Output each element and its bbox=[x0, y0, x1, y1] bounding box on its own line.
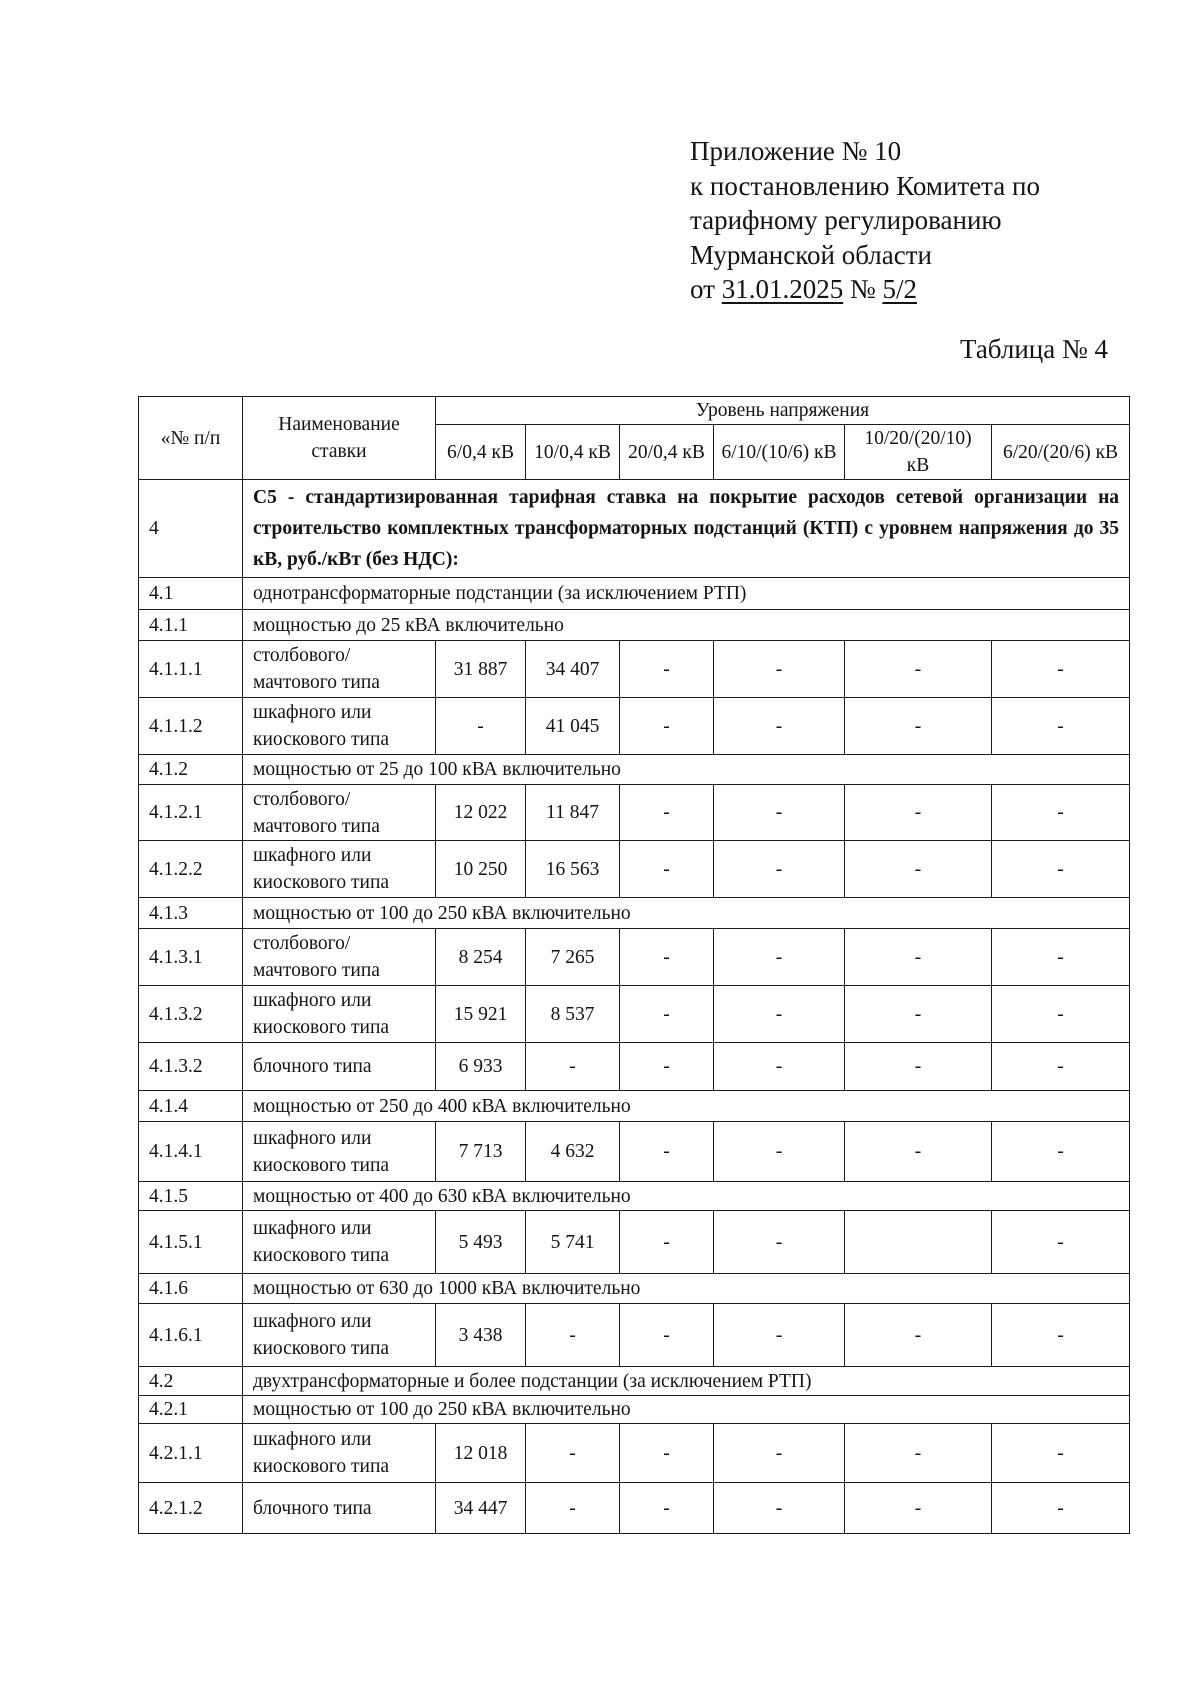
rate-value: 8 254 bbox=[436, 929, 526, 986]
col-header-voltage: 6/20/(20/6) кВ bbox=[992, 425, 1130, 480]
row-num: 4.1 bbox=[139, 578, 243, 610]
subsection-title: мощностью до 25 кВА включительно bbox=[243, 610, 1130, 641]
table-row bbox=[139, 841, 1130, 898]
rate-value: - bbox=[992, 698, 1130, 755]
rate-value: 41 045 bbox=[526, 698, 620, 755]
rate-value: - bbox=[526, 1304, 620, 1367]
header-line: Мурманской области bbox=[690, 239, 932, 270]
appendix-header bbox=[690, 134, 1040, 307]
subsection-title: мощностью от 400 до 630 кВА включительно bbox=[243, 1182, 1130, 1211]
table-row bbox=[139, 1424, 1130, 1483]
row-num: 4.1.2.2 bbox=[139, 841, 243, 898]
rate-value: 7 265 bbox=[526, 929, 620, 986]
rate-value: - bbox=[620, 698, 714, 755]
table-row bbox=[139, 698, 1130, 755]
subsection-title: мощностью от 100 до 250 кВА включительно bbox=[243, 898, 1130, 929]
rate-type-name: блочного типа bbox=[243, 1043, 436, 1091]
rate-value: - bbox=[620, 986, 714, 1043]
rate-value: - bbox=[845, 698, 992, 755]
rate-value: - bbox=[992, 841, 1130, 898]
row-num: 4.1.1.1 bbox=[139, 641, 243, 698]
rate-value: - bbox=[620, 1122, 714, 1182]
rate-value: - bbox=[714, 1483, 845, 1534]
rate-value: - bbox=[714, 1424, 845, 1483]
rate-value: 3 438 bbox=[436, 1304, 526, 1367]
row-num: 4.1.2 bbox=[139, 755, 243, 785]
rate-value: - bbox=[620, 1483, 714, 1534]
table-body bbox=[139, 397, 1130, 1534]
rate-value: 11 847 bbox=[526, 785, 620, 841]
rate-value: - bbox=[620, 1424, 714, 1483]
rate-value: - bbox=[845, 1122, 992, 1182]
col-header-voltage: 6/10/(10/6) кВ bbox=[714, 425, 845, 480]
table-row bbox=[139, 1043, 1130, 1091]
row-num: 4.1.1.2 bbox=[139, 698, 243, 755]
rate-value: - bbox=[526, 1424, 620, 1483]
row-num: 4.1.3 bbox=[139, 898, 243, 929]
rate-value: - bbox=[620, 1043, 714, 1091]
row-num: 4.1.6 bbox=[139, 1274, 243, 1304]
rate-value: - bbox=[714, 698, 845, 755]
rate-value: - bbox=[714, 1304, 845, 1367]
table-row bbox=[139, 929, 1130, 986]
rate-type-name: шкафного или киоскового типа bbox=[243, 698, 436, 755]
rate-value bbox=[845, 1211, 992, 1274]
table-row bbox=[139, 1211, 1130, 1274]
rate-value: 6 933 bbox=[436, 1043, 526, 1091]
subsection-row bbox=[139, 1396, 1130, 1424]
rate-type-name: шкафного или киоскового типа bbox=[243, 841, 436, 898]
rate-value: - bbox=[992, 1424, 1130, 1483]
table-header-row bbox=[139, 397, 1130, 425]
subsection-title: однотрансформаторные подстанции (за исключением РТП) bbox=[243, 578, 1130, 610]
rate-value: - bbox=[845, 641, 992, 698]
row-num: 4.1.1 bbox=[139, 610, 243, 641]
col-header-voltage: 10/0,4 кВ bbox=[526, 425, 620, 480]
subsection-row bbox=[139, 610, 1130, 641]
rate-value: - bbox=[845, 1304, 992, 1367]
rate-value: - bbox=[714, 986, 845, 1043]
decree-number: 5/2 bbox=[882, 274, 917, 304]
subsection-title: двухтрансформаторные и более подстанции (за исключением РТП) bbox=[243, 1367, 1130, 1396]
row-num: 4.1.4.1 bbox=[139, 1122, 243, 1182]
row-num: 4.2.1.1 bbox=[139, 1424, 243, 1483]
rate-type-name: шкафного или киоскового типа bbox=[243, 1424, 436, 1483]
subsection-title: мощностью от 250 до 400 кВА включительно bbox=[243, 1091, 1130, 1122]
table-number-label: Таблица № 4 bbox=[960, 334, 1108, 364]
rate-value: - bbox=[992, 641, 1130, 698]
table-row bbox=[139, 785, 1130, 841]
rate-type-name: шкафного или киоскового типа bbox=[243, 986, 436, 1043]
table-row bbox=[139, 1304, 1130, 1367]
row-num: 4.1.5.1 bbox=[139, 1211, 243, 1274]
rate-value: - bbox=[845, 785, 992, 841]
subsection-title: мощностью от 630 до 1000 кВА включительно bbox=[243, 1274, 1130, 1304]
subsection-title: мощностью от 100 до 250 кВА включительно bbox=[243, 1396, 1130, 1424]
rate-value: - bbox=[620, 1211, 714, 1274]
rate-type-name: шкафного или киоскового типа bbox=[243, 1122, 436, 1182]
section-description: С5 - стандартизированная тарифная ставка на покрытие расходов сетевой организации на строительство комплектных трансформаторных подстанций (КТП) с уровнем напряжения до 35 кВ, руб./кВт (без НДС): bbox=[243, 480, 1130, 578]
rate-value: - bbox=[992, 1304, 1130, 1367]
rate-value: 34 407 bbox=[526, 641, 620, 698]
rate-value: - bbox=[714, 841, 845, 898]
rate-type-name: шкафного или киоскового типа bbox=[243, 1304, 436, 1367]
rate-value: 5 741 bbox=[526, 1211, 620, 1274]
rate-value: - bbox=[992, 929, 1130, 986]
rate-type-name: блочного типа bbox=[243, 1483, 436, 1534]
col-header-voltage: 20/0,4 кВ bbox=[620, 425, 714, 480]
rate-value: - bbox=[714, 1043, 845, 1091]
rate-value: 12 018 bbox=[436, 1424, 526, 1483]
header-date-line bbox=[690, 272, 1040, 307]
rate-value: 5 493 bbox=[436, 1211, 526, 1274]
rate-value: 16 563 bbox=[526, 841, 620, 898]
rate-value: 10 250 bbox=[436, 841, 526, 898]
table-row bbox=[139, 641, 1130, 698]
date-prefix: от bbox=[690, 274, 715, 304]
rate-value: - bbox=[620, 1304, 714, 1367]
rate-value: 12 022 bbox=[436, 785, 526, 841]
tariff-rates-table bbox=[138, 396, 1130, 1534]
col-header-num: «№ п/п bbox=[139, 397, 243, 480]
col-header-voltage: 6/0,4 кВ bbox=[436, 425, 526, 480]
rate-type-name: столбового/ мачтового типа bbox=[243, 929, 436, 986]
rate-value: 34 447 bbox=[436, 1483, 526, 1534]
rate-type-name: столбового/ мачтового типа bbox=[243, 785, 436, 841]
header-line: тарифному регулированию bbox=[690, 205, 1002, 235]
header-line: к постановлению Комитета по bbox=[690, 170, 1040, 201]
col-header-voltage-group: Уровень напряжения bbox=[436, 397, 1130, 425]
row-num: 4.1.4 bbox=[139, 1091, 243, 1122]
rate-value: 15 921 bbox=[436, 986, 526, 1043]
rate-value: 8 537 bbox=[526, 986, 620, 1043]
col-header-voltage: 10/20/(20/10) кВ bbox=[845, 425, 992, 480]
subsection-title: мощностью от 25 до 100 кВА включительно bbox=[243, 755, 1130, 785]
number-prefix: № bbox=[849, 274, 876, 304]
table-row bbox=[139, 986, 1130, 1043]
rate-value: - bbox=[526, 1043, 620, 1091]
header-line: Приложение № 10 bbox=[690, 136, 902, 166]
row-num: 4.1.3.1 bbox=[139, 929, 243, 986]
rate-value: - bbox=[714, 641, 845, 698]
row-num: 4.1.5 bbox=[139, 1182, 243, 1211]
rate-value: - bbox=[620, 641, 714, 698]
rate-value: 31 887 bbox=[436, 641, 526, 698]
row-num: 4.2.1 bbox=[139, 1396, 243, 1424]
rate-value: - bbox=[992, 986, 1130, 1043]
rate-value: - bbox=[992, 1483, 1130, 1534]
rate-value: - bbox=[714, 1122, 845, 1182]
rate-value: - bbox=[992, 1211, 1130, 1274]
rate-value: - bbox=[845, 1424, 992, 1483]
row-num: 4.1.3.2 bbox=[139, 986, 243, 1043]
row-num: 4.1.3.2 bbox=[139, 1043, 243, 1091]
rate-value: 7 713 bbox=[436, 1122, 526, 1182]
row-num: 4.2 bbox=[139, 1367, 243, 1396]
row-num: 4.1.2.1 bbox=[139, 785, 243, 841]
rate-value: - bbox=[992, 785, 1130, 841]
rate-value: - bbox=[620, 841, 714, 898]
table-row bbox=[139, 1122, 1130, 1182]
subsection-row bbox=[139, 1367, 1130, 1396]
row-num: 4.1.6.1 bbox=[139, 1304, 243, 1367]
rate-value: - bbox=[436, 698, 526, 755]
rate-value: - bbox=[526, 1483, 620, 1534]
rate-value: 4 632 bbox=[526, 1122, 620, 1182]
rate-value: - bbox=[714, 785, 845, 841]
rate-value: - bbox=[714, 929, 845, 986]
subsection-row bbox=[139, 1091, 1130, 1122]
row-num: 4.2.1.2 bbox=[139, 1483, 243, 1534]
rate-value: - bbox=[845, 929, 992, 986]
rate-value: - bbox=[845, 1043, 992, 1091]
subsection-row bbox=[139, 578, 1130, 610]
section-num: 4 bbox=[139, 480, 243, 578]
subsection-row bbox=[139, 1182, 1130, 1211]
subsection-row bbox=[139, 755, 1130, 785]
rate-value: - bbox=[620, 929, 714, 986]
rate-type-name: шкафного или киоскового типа bbox=[243, 1211, 436, 1274]
rate-value: - bbox=[845, 841, 992, 898]
section-row bbox=[139, 480, 1130, 578]
col-header-name: Наименование ставки bbox=[243, 397, 436, 480]
rate-type-name: столбового/ мачтового типа bbox=[243, 641, 436, 698]
rate-value: - bbox=[992, 1043, 1130, 1091]
table-row bbox=[139, 1483, 1130, 1534]
subsection-row bbox=[139, 898, 1130, 929]
rate-value: - bbox=[620, 785, 714, 841]
decree-date: 31.01.2025 bbox=[721, 274, 844, 304]
rate-value: - bbox=[714, 1211, 845, 1274]
rate-value: - bbox=[992, 1122, 1130, 1182]
rate-value: - bbox=[845, 986, 992, 1043]
subsection-row bbox=[139, 1274, 1130, 1304]
rate-value: - bbox=[845, 1483, 992, 1534]
